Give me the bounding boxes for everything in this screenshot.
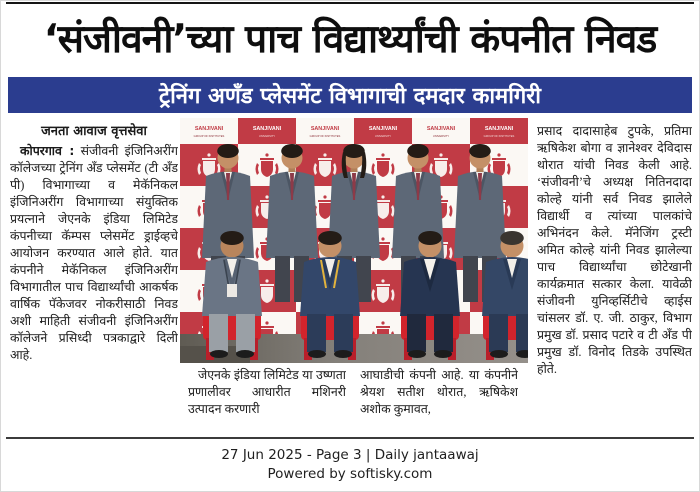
footer-powered-by: Powered by softisky.com xyxy=(267,466,433,482)
caption-right-column: आघाडीची कंपनी आहे. या कंपनीने श्रेयश सतीश थोरात, ऋषिकेश अशोक कुमावत, xyxy=(360,368,518,416)
banner-text: SANJIVANI xyxy=(194,126,224,132)
caption-left-column: जेएनके इंडिया लिमिटेड या उष्णता प्रणालीवर आधारीत मशिनरी उत्पादन करणारी xyxy=(188,368,346,416)
banner-text: SANJIVANI xyxy=(484,126,514,132)
article-left-paragraph xyxy=(10,142,178,364)
banner-subtext: UNIVERSITY xyxy=(432,135,450,138)
banner-text: SANJIVANI xyxy=(252,126,282,132)
footer-rule xyxy=(6,437,694,439)
article-right-text: प्रसाद दादासाहेब टुपके, प्रतिमा ऋषिकेश बोगा व ज्ञानेश्वर देविदास थोरात यांची निवड केली आहे. ‘संजीवनी’चे अध्यक्ष नितिनदादा कोल्हे यांनी सर्व निवड झालेले विद्यार्थी व त्यांच्या पालकांचे अभिनंदन केले. मॅनेजिंग ट्रस्टी अमित कोल्हे यांनी निवड झालेल्या पाच विद्यार्थ्यांचा छोटेखानी कार्यक्रमात सत्कार केला. यावेळी संजीवनी युनिव्हर्सिटीचे व्हाईस चांसलर डॉ. ए. जी. ठाकुर, विभाग प्रमुख डॉ. प्रसाद पटारे व टी अँड पी प्रमुख डॉ. विनोद तिडके उपस्थित होते. xyxy=(537,124,692,376)
footer-date-page: 27 Jun 2025 - Page 3 | Daily jantaawaj xyxy=(221,447,479,463)
article-right-column xyxy=(537,123,692,433)
news-photo xyxy=(180,118,528,363)
subheadline-text: ट्रेनिंग अणँड प्लेसमेंट विभागाची दमदार कामगिरी xyxy=(159,84,541,109)
banner-subtext: UNIVERSITY xyxy=(374,135,392,138)
byline: जनता आवाज वृत्तसेवा xyxy=(41,124,147,139)
page-title: ‘संजीवनी’च्या पाच विद्यार्थ्यांची कंपनीत निवड xyxy=(43,16,657,62)
banner-subtext: GROUP OF INSTITUTES xyxy=(309,135,341,138)
article-left-column xyxy=(10,123,178,433)
article-left-text: संजीवनी इंजिनिअरींग कॉलेजच्या ट्रेनिंग अँड प्लेसमेंट (टी अँड पी) विभागाच्या व मेकॅनिकल इंजिनिअरींग विभागाच्या संयुक्तिक प्रयत्नाने जेएनके इंडिया लिमिटेड कंपनीच्या कॅम्पस प्लेसमेंट ड्राईव्हचे आयोजन करण्यात आले होते. यात कंपनीने मेकॅनिकल इंजिनिअरींग विभागातील पाच विद्यार्थ्यांची आकर्षक वार्षिक पॅकेजवर नोकरीसाठी निवड अशी माहिती संजीवनी इंजिनिअरींग कॉलेजने प्रसिध्दी पत्रकाद्वारे दिली आहे. xyxy=(10,144,178,362)
caption-row xyxy=(188,367,518,433)
banner-text: SANJIVANI xyxy=(310,126,340,132)
subheadline-banner xyxy=(8,77,692,113)
banner-subtext: UNIVERSITY xyxy=(258,135,276,138)
dateline: कोपरगाव : xyxy=(20,143,75,158)
top-rule xyxy=(6,2,694,4)
banner-text: SANJIVANI xyxy=(426,126,456,132)
banner-subtext: GROUP OF INSTITUTES xyxy=(193,135,225,138)
banner-text: SANJIVANI xyxy=(368,126,398,132)
banner-subtext: GROUP OF INSTITUTES xyxy=(483,135,515,138)
